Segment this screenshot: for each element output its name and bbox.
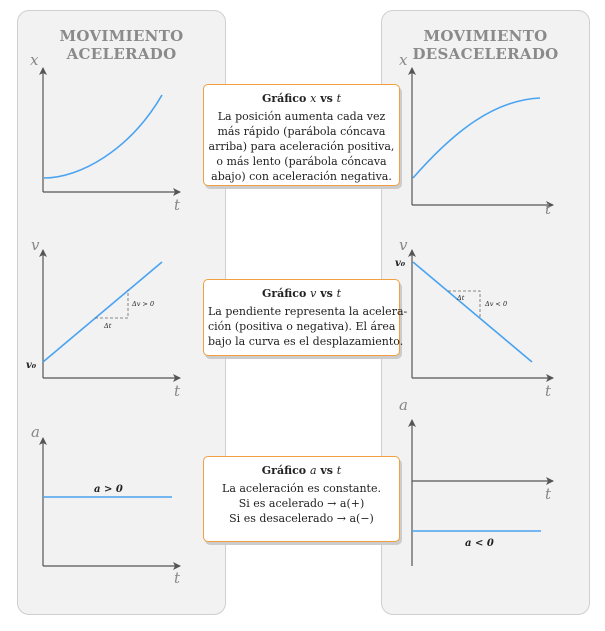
note-body: La aceleración es constante. Si es acelerado → a(+) Si es desacelerado → a(−) — [222, 482, 381, 525]
label-a-positive: a > 0 — [94, 484, 123, 495]
label-a-negative: a < 0 — [465, 538, 494, 549]
label-v0-left: v₀ — [26, 360, 37, 371]
label-dv-right: Δv < 0 — [485, 300, 508, 308]
note-title: Gráfico x vs t — [261, 92, 342, 105]
note-body: La posición aumenta cada vez más rápido (parábola cóncava arriba) para aceleración positiva, o más lento (parábola cóncava abajo) con aceleración negativa. — [208, 110, 395, 183]
label-t-left-1: t — [174, 196, 181, 214]
label-t-left-2: t — [174, 382, 181, 400]
note-body: La pendiente representa la acelera- ción (positiva o negativa). El área bajo la curva es el desplazamiento. — [208, 305, 408, 348]
note-x-vs-t — [203, 84, 400, 186]
note-title: Gráfico v vs t — [261, 287, 342, 300]
note-v-vs-t — [203, 279, 408, 356]
label-a-left: a — [31, 423, 40, 441]
panel-title-accelerated: MOVIMIENTO ACELERADO — [59, 27, 184, 63]
label-t-right-2: t — [545, 382, 552, 400]
label-x-left: x — [30, 51, 39, 69]
panel-title-decelerated: MOVIMIENTO DESACELERADO — [412, 27, 559, 63]
label-v0-right: v₀ — [395, 258, 406, 269]
label-v-right: v — [399, 236, 408, 254]
label-dt-left: Δt — [104, 322, 112, 330]
line-v-decelerated — [413, 262, 532, 362]
label-x-right: x — [399, 51, 408, 69]
label-t-right-1: t — [545, 200, 552, 218]
label-t-left-3: t — [174, 569, 181, 587]
curve-x-decelerated — [413, 98, 540, 178]
label-dv-left: Δv > 0 — [132, 300, 155, 308]
curve-x-accelerated — [44, 95, 162, 178]
label-v-left: v — [31, 236, 40, 254]
label-dt-right: Δt — [457, 294, 465, 302]
line-v-accelerated — [43, 262, 162, 362]
note-title: Gráfico a vs t — [261, 464, 342, 477]
label-a-right: a — [399, 396, 408, 414]
note-a-vs-t — [203, 456, 400, 542]
label-t-right-3: t — [545, 485, 552, 503]
